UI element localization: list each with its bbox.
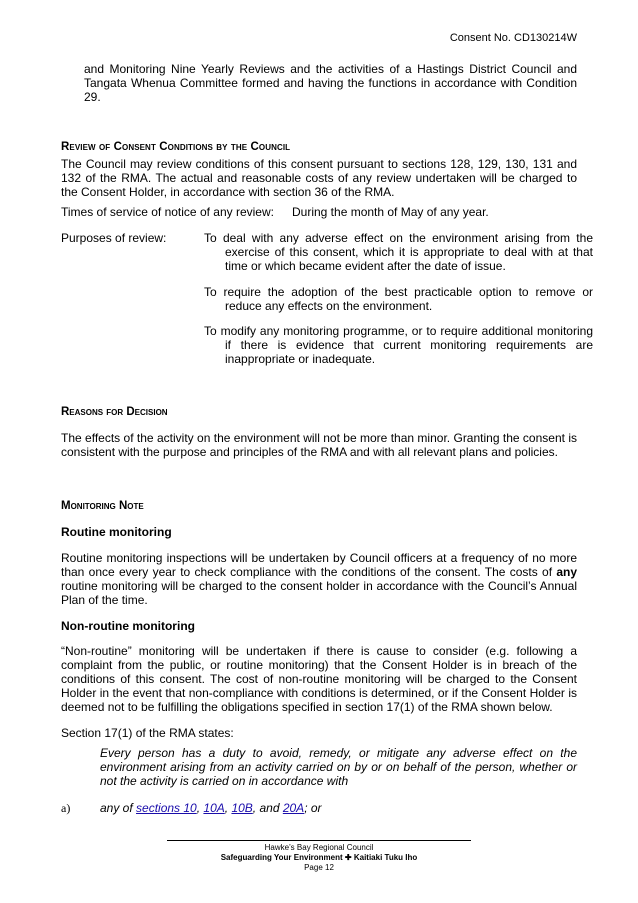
section17-label: Section 17(1) of the RMA states: bbox=[61, 726, 234, 740]
non-routine-subheading: Non-routine monitoring bbox=[61, 619, 195, 633]
footer-tagline bbox=[0, 853, 638, 863]
routine-subheading: Routine monitoring bbox=[61, 525, 172, 539]
purpose-item: To require the adoption of the best practicable option to remove or reduce any effects on the environment. bbox=[204, 285, 593, 313]
tagline-left: Safeguarding Your Environment bbox=[220, 853, 343, 862]
page-number: Page 12 bbox=[304, 863, 334, 872]
non-routine-paragraph: “Non-routine” monitoring will be undertaken if there is cause to consider (e.g. following a complaint from the public, or routine monitoring) that the Consent Holder is in breach of the conditions of this consent. The cost of non-routine monitoring will be charged to the Consent Holder in the event that non-compliance with conditions is determined, or if the Consent Holder is deemed not to be fulfilling the obligations specified in section 17(1) of the RMA shown below. bbox=[61, 644, 577, 714]
link-20a[interactable]: 20A bbox=[282, 801, 305, 815]
link-10b[interactable]: 10B bbox=[231, 801, 253, 815]
routine-paragraph bbox=[61, 551, 577, 607]
list-sep: , and bbox=[252, 801, 283, 815]
reasons-paragraph: The effects of the activity on the environment will not be more than minor. Granting the consent is consistent with the purpose and principles of the RMA and with all relevant plans and policies. bbox=[61, 431, 577, 459]
intro-paragraph: and Monitoring Nine Yearly Reviews and the activities of a Hastings District Council and Tangata Whenua Committee formed and having the functions in accordance with Condition 29. bbox=[84, 62, 577, 104]
reasons-heading: Reasons for Decision bbox=[61, 406, 168, 418]
purposes-label: Purposes of review: bbox=[61, 231, 167, 245]
routine-text-bold: any bbox=[556, 565, 577, 579]
footer-org: Hawke’s Bay Regional Council bbox=[264, 843, 374, 852]
review-paragraph: The Council may review conditions of this consent pursuant to sections 128, 129, 130, 131 and 132 of the RMA. The actual and reasonable costs of any review undertaken will be charged to the Consent Holder, in accordance with section 36 of the RMA. bbox=[61, 157, 577, 199]
list-sep: , bbox=[196, 801, 204, 815]
list-suffix: ; or bbox=[304, 801, 322, 815]
times-label: Times of service of notice of any review: bbox=[61, 205, 274, 219]
link-sections-10[interactable]: sections 10 bbox=[136, 801, 197, 815]
link-10a[interactable]: 10A bbox=[203, 801, 225, 815]
purpose-item: To modify any monitoring programme, or to require additional monitoring if there is evidence that current monitoring requirements are inappropriate or inadequate. bbox=[204, 324, 593, 366]
section17-quote: Every person has a duty to avoid, remedy, or mitigate any adverse effect on the environment arising from an activity carried on by or on behalf of the person, whether or not the activity is carried on in accordance with bbox=[100, 746, 577, 788]
monitoring-heading: Monitoring Note bbox=[61, 500, 144, 512]
purpose-item: To deal with any adverse effect on the environment arising from the exercise of this consent, which it is appropriate to deal with at that time or which became evident after the date of issue. bbox=[204, 231, 593, 273]
routine-text-b: routine monitoring will be charged to the consent holder in accordance with the Council’s Annual Plan of the time. bbox=[61, 579, 577, 607]
list-marker: a) bbox=[61, 801, 71, 815]
tagline-right: Kaitiaki Tuku Iho bbox=[353, 853, 418, 862]
list-prefix: any of bbox=[100, 801, 137, 815]
times-value: During the month of May of any year. bbox=[292, 205, 489, 219]
cross-icon: ✚ bbox=[344, 853, 352, 862]
list-sep: , bbox=[224, 801, 232, 815]
footer-divider bbox=[167, 840, 471, 841]
list-item-text bbox=[100, 801, 322, 815]
review-heading: Review of Consent Conditions by the Council bbox=[61, 141, 291, 153]
consent-number: Consent No. CD130214W bbox=[449, 32, 577, 44]
routine-text-a: Routine monitoring inspections will be undertaken by Council officers at a frequency of no more than once every year to check compliance with the conditions of the consent. The costs of bbox=[61, 551, 577, 579]
